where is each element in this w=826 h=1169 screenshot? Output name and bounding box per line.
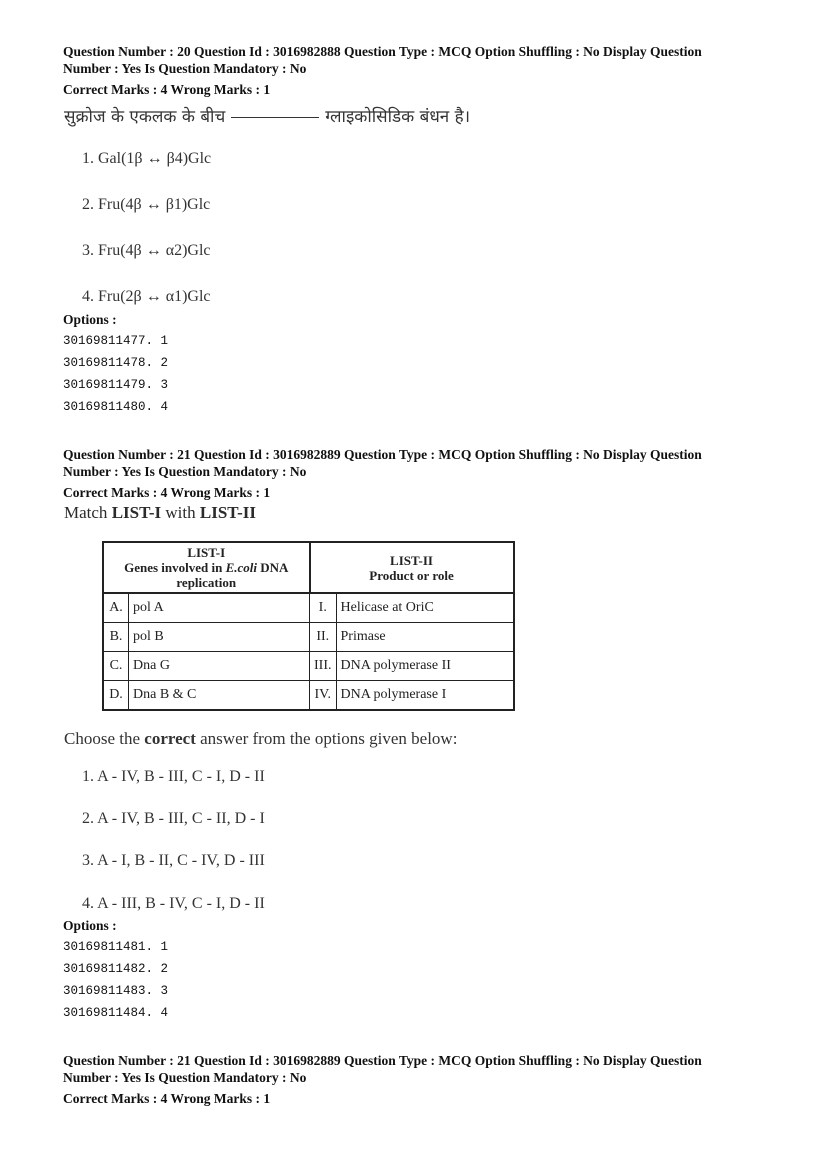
list-2-subtitle: Product or role [369, 567, 454, 583]
question-meta-line: Number : Yes Is Question Mandatory : No [63, 61, 307, 76]
fill-blank [231, 117, 319, 118]
options-label: Options : [63, 312, 117, 327]
choose-instruction [64, 729, 457, 749]
option-id: 30169811479. 3 [63, 378, 169, 392]
match-table [102, 541, 515, 711]
table-row [103, 623, 514, 652]
question-meta-line: Question Number : 21 Question Id : 3016982889 Question Type : MCQ Option Shuffling : No Display Question [63, 447, 702, 462]
question-meta-line: Question Number : 21 Question Id : 3016982889 Question Type : MCQ Option Shuffling : No Display Question [63, 1053, 702, 1068]
question-20-header [63, 43, 773, 98]
row-numeral: II. [310, 623, 337, 652]
row-numeral: I. [310, 593, 337, 623]
list-1-title: LIST-I [187, 545, 226, 560]
role-cell: DNA polymerase I [336, 681, 514, 711]
list-1-subtitle: Genes involved in [124, 560, 226, 575]
stem-text: Match [64, 503, 112, 522]
gene-cell: pol B [129, 623, 310, 652]
table-row [103, 652, 514, 681]
row-label: C. [103, 652, 129, 681]
row-numeral: III. [310, 652, 337, 681]
choice-2: 2. Fru(4β ↔ β1)Glc [82, 196, 211, 213]
choice-3: 3. A - I, B - II, C - IV, D - III [82, 852, 265, 869]
table-header-row [103, 542, 514, 593]
list-1-subtitle-italic: E.coli [225, 560, 257, 575]
role-cell: DNA polymerase II [336, 652, 514, 681]
instruction-emphasis: correct [144, 729, 196, 748]
option-id: 30169811478. 2 [63, 356, 169, 370]
choice-4: 4. A - III, B - IV, C - I, D - II [82, 895, 265, 912]
option-id: 30169811482. 2 [63, 962, 169, 976]
option-id: 30169811480. 4 [63, 400, 169, 414]
choice-1: 1. A - IV, B - III, C - I, D - II [82, 768, 265, 785]
table-row [103, 681, 514, 711]
question-21-header [63, 446, 773, 501]
choice-3: 3. Fru(4β ↔ α2)Glc [82, 242, 211, 259]
choice-1: 1. Gal(1β ↔ β4)Glc [82, 150, 212, 167]
question-21-stem [64, 503, 256, 523]
row-numeral: IV. [310, 681, 337, 711]
choice-2: 2. A - IV, B - III, C - II, D - I [82, 810, 265, 827]
table-row [103, 593, 514, 623]
instruction-text: Choose the [64, 729, 145, 748]
choice-4: 4. Fru(2β ↔ α1)Glc [82, 288, 211, 305]
question-meta-line: Number : Yes Is Question Mandatory : No [63, 1070, 307, 1085]
list-1-subtitle: replication [176, 575, 237, 590]
question-20-stem [64, 104, 470, 127]
option-id: 30169811484. 4 [63, 1006, 169, 1020]
option-id: 30169811481. 1 [63, 940, 169, 954]
question-marks: Correct Marks : 4 Wrong Marks : 1 [63, 485, 271, 500]
list-2-title: LIST-II [390, 552, 433, 568]
stem-list-2: LIST-II [199, 503, 256, 522]
stem-text-before: सुक्रोज के एकलक के बीच [64, 107, 226, 127]
role-cell: Primase [336, 623, 514, 652]
stem-text: with [161, 503, 200, 522]
list-1-header [103, 542, 310, 593]
row-label: D. [103, 681, 129, 711]
option-id: 30169811483. 3 [63, 984, 169, 998]
question-meta-line: Question Number : 20 Question Id : 3016982888 Question Type : MCQ Option Shuffling : No Display Question [63, 44, 702, 59]
role-cell: Helicase at OriC [336, 593, 514, 623]
question-marks: Correct Marks : 4 Wrong Marks : 1 [63, 82, 271, 97]
question-marks: Correct Marks : 4 Wrong Marks : 1 [63, 1091, 271, 1106]
option-id: 30169811477. 1 [63, 334, 169, 348]
list-1-subtitle: DNA [257, 560, 289, 575]
gene-cell: Dna G [129, 652, 310, 681]
gene-cell: Dna B & C [129, 681, 310, 711]
question-21-repeat-header [63, 1052, 773, 1107]
gene-cell: pol A [129, 593, 310, 623]
row-label: A. [103, 593, 129, 623]
stem-text-after: ग्लाइकोसिडिक बंधन है। [325, 107, 471, 127]
list-2-header [310, 542, 514, 593]
row-label: B. [103, 623, 129, 652]
stem-list-1: LIST-I [111, 503, 162, 522]
question-meta-line: Number : Yes Is Question Mandatory : No [63, 464, 307, 479]
instruction-text: answer from the options given below: [195, 729, 458, 748]
options-label: Options : [63, 918, 117, 933]
